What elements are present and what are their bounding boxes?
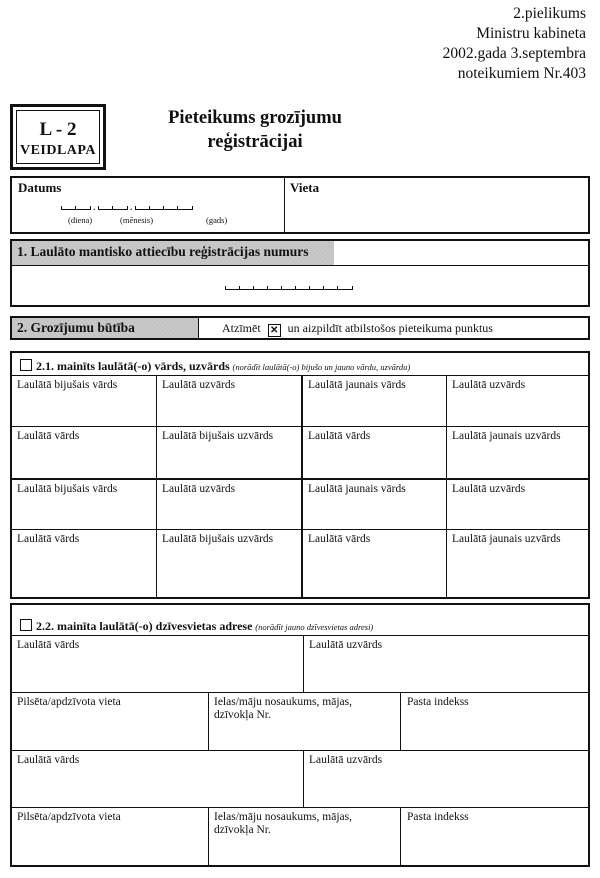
section-2-2-checkbox[interactable]: [20, 619, 32, 631]
surname-field[interactable]: Laulātā uzvārds: [452, 483, 526, 495]
street-label-line-2: dzīvokļa Nr.: [214, 709, 271, 721]
year-caption: (gads): [206, 215, 228, 225]
street-label-line-2: dzīvokļa Nr.: [214, 824, 271, 836]
section-1-box: [10, 239, 590, 307]
surname-field[interactable]: Laulātā uzvārds: [309, 639, 383, 651]
former-first-name-field[interactable]: Laulātā bijušais vārds: [17, 379, 118, 391]
street-field[interactable]: [214, 696, 352, 722]
date-input[interactable]: . .: [62, 200, 192, 214]
section-2-1-header: [20, 359, 410, 374]
first-name-field[interactable]: Laulātā vārds: [308, 533, 371, 545]
section-2-2-box: [10, 603, 590, 867]
place-label: Vieta: [290, 180, 320, 195]
mark-label: Atzīmēt: [222, 321, 261, 335]
place-input[interactable]: [286, 178, 588, 232]
section-2-1-box: [10, 351, 590, 599]
new-surname-field[interactable]: Laulātā jaunais uzvārds: [452, 430, 561, 442]
form-code-box: [10, 104, 106, 170]
new-first-name-field[interactable]: Laulātā jaunais vārds: [308, 379, 406, 391]
section-2-box: [10, 316, 590, 340]
appendix-reference: [443, 4, 586, 84]
former-first-name-field[interactable]: Laulātā bijušais vārds: [17, 483, 118, 495]
surname-field[interactable]: Laulātā uzvārds: [309, 754, 383, 766]
appendix-line-3: 2002.gada 3.septembra: [442, 45, 586, 62]
first-name-field[interactable]: Laulātā vārds: [17, 430, 80, 442]
city-field[interactable]: Pilsēta/apdzīvota vieta: [17, 696, 121, 708]
appendix-line-2: Ministru kabineta: [476, 25, 586, 42]
section-2-2-header: [20, 619, 373, 634]
checked-box-icon: ✕: [268, 324, 281, 337]
surname-field[interactable]: Laulātā uzvārds: [452, 379, 526, 391]
section-2-1-title: 2.1. mainīts laulātā(-o) vārds, uzvārds: [36, 359, 230, 373]
first-name-field[interactable]: Laulātā vārds: [17, 533, 80, 545]
appendix-line-4: noteikumiem Nr.403: [457, 65, 586, 82]
date-place-box: [10, 176, 590, 234]
title-line-1: Pieteikums grozījumu: [168, 108, 342, 128]
street-label-line-1: Ielas/māju nosaukums, mājas,: [214, 811, 352, 823]
postal-code-field[interactable]: Pasta indekss: [407, 696, 469, 708]
date-label: Datums: [18, 180, 62, 195]
section-2-1-note: (norādīt laulātā(-o) bijušo un jauno vārdu, uzvārdu): [232, 362, 411, 372]
form-label: VEIDLAPA: [19, 143, 97, 158]
section-2-title: 2. Grozījumu būtība: [12, 318, 198, 338]
mark-text: un aizpildīt atbilstošos pieteikuma punktus: [287, 321, 493, 335]
month-caption: (mēnesis): [120, 215, 154, 225]
section-1-title: 1. Laulāto mantisko attiecību reģistrācijas numurs: [12, 241, 334, 265]
new-first-name-field[interactable]: Laulātā jaunais vārds: [308, 483, 406, 495]
surname-field[interactable]: Laulātā uzvārds: [162, 379, 236, 391]
former-surname-field[interactable]: Laulātā bijušais uzvārds: [162, 430, 274, 442]
day-caption: (diena): [68, 215, 93, 225]
page-title: [150, 106, 360, 154]
title-line-2: reģistrācijai: [207, 132, 303, 152]
street-label-line-1: Ielas/māju nosaukums, mājas,: [214, 696, 352, 708]
mark-instruction: [222, 322, 493, 337]
appendix-line-1: 2.pielikums: [513, 5, 586, 22]
surname-field[interactable]: Laulātā uzvārds: [162, 483, 236, 495]
section-2-1-checkbox[interactable]: [20, 359, 32, 371]
street-field[interactable]: [214, 811, 352, 837]
first-name-field[interactable]: Laulātā vārds: [308, 430, 371, 442]
city-field[interactable]: Pilsēta/apdzīvota vieta: [17, 811, 121, 823]
first-name-field[interactable]: Laulātā vārds: [17, 639, 80, 651]
new-surname-field[interactable]: Laulātā jaunais uzvārds: [452, 533, 561, 545]
form-code: L - 2: [39, 119, 77, 140]
section-2-2-title: 2.2. mainīta laulātā(-o) dzīvesvietas adrese: [36, 619, 253, 633]
section-2-2-note: (norādīt jauno dzīvesvietas adresi): [255, 622, 374, 632]
registration-number-input[interactable]: [226, 281, 352, 294]
former-surname-field[interactable]: Laulātā bijušais uzvārds: [162, 533, 274, 545]
postal-code-field[interactable]: Pasta indekss: [407, 811, 469, 823]
first-name-field[interactable]: Laulātā vārds: [17, 754, 80, 766]
